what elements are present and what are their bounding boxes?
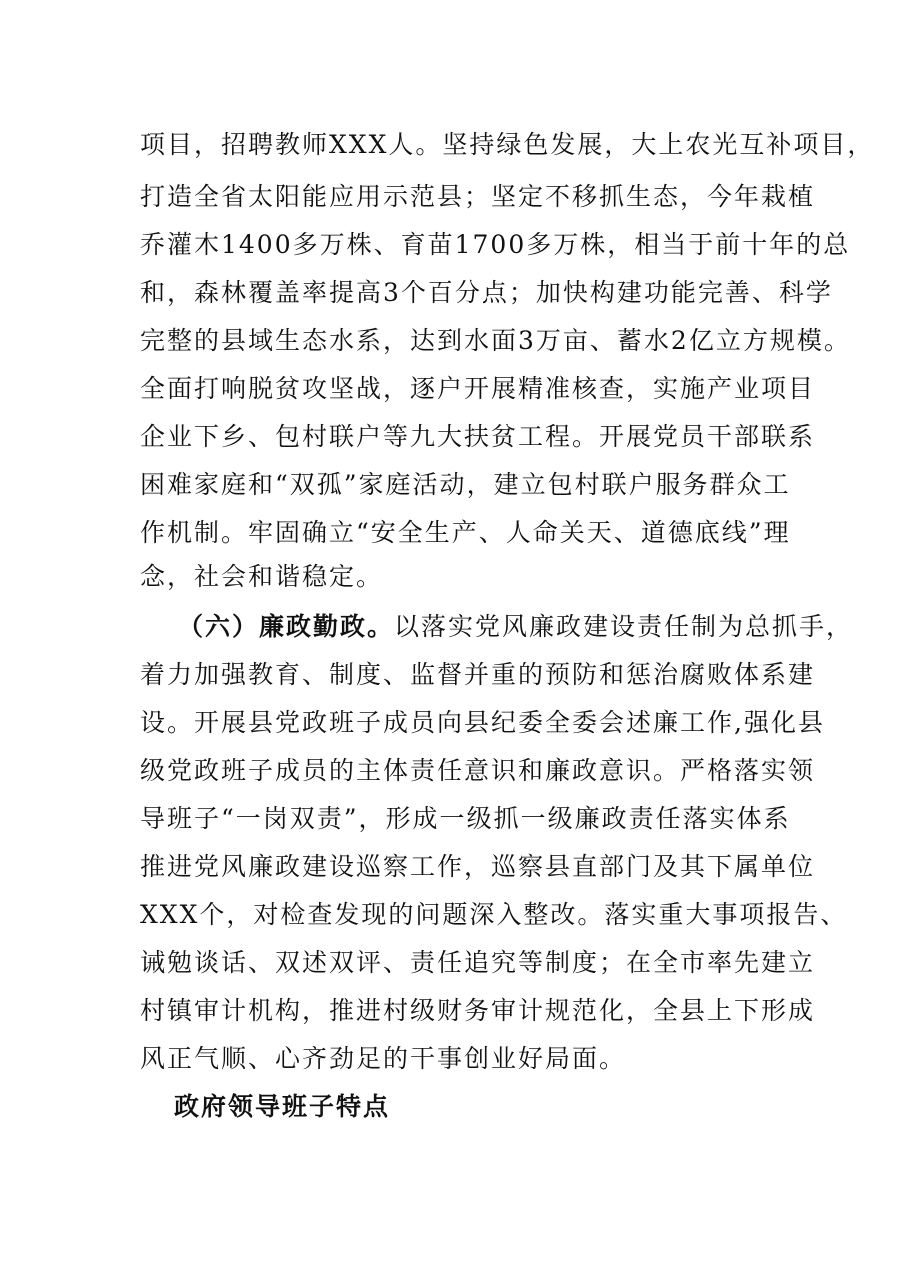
paragraph-line: 乔灌木1400多万株、育苗1700多万株，相当于前十年的总 [140, 230, 851, 259]
paragraph-line: 和，森林覆盖率提高3个百分点；加快构建功能完善、科学 [140, 278, 833, 307]
section-lead-line [178, 611, 854, 643]
paragraph-line: 级党政班子成员的主体责任意识和廉政意识。严格落实领 [140, 756, 816, 785]
paragraph-line: 企业下乡、包村联户等九大扶贫工程。开展党员干部联系 [140, 422, 816, 451]
paragraph-line: 困难家庭和“双孤”家庭活动，建立包村联户服务群众工 [140, 470, 791, 499]
paragraph-line: XXX个，对检查发现的问题深入整改。落实重大事项报告、 [140, 900, 848, 929]
paragraph-line: 作机制。牢固确立“安全生产、人命关天、道德底线”理 [140, 518, 791, 547]
paragraph-line: 导班子“一岗双责”，形成一级抓一级廉政责任落实体系 [140, 804, 791, 833]
paragraph-line: 推进党风廉政建设巡察工作，巡察县直部门及其下属单位 [140, 852, 816, 881]
paragraph-line: 念，社会和谐稳定。 [140, 562, 384, 591]
section-title: （六）廉政勤政。 [178, 612, 395, 641]
section-lead-text: 以落实党风廉政建设责任制为总抓手， [394, 612, 854, 641]
paragraph-line: 着力加强教育、制度、监督并重的预防和惩治腐败体系建 [140, 660, 816, 689]
paragraph-line: 设。开展县党政班子成员向县纪委全委会述廉工作,强化县 [140, 708, 825, 737]
paragraph-line: 风正气顺、心齐劲足的干事创业好局面。 [140, 1044, 627, 1073]
paragraph-line: 诫勉谈话、双述双评、责任追究等制度；在全市率先建立 [140, 948, 816, 977]
paragraph-line: 全面打响脱贫攻坚战，逐户开展精准核查，实施产业项目 [140, 374, 816, 403]
section-heading: 政府领导班子特点 [174, 1092, 391, 1121]
paragraph-line: 项目，招聘教师XXX人。坚持绿色发展，大上农光互补项目， [140, 130, 875, 159]
paragraph-line: 村镇审计机构，推进村级财务审计规范化，全县上下形成 [140, 996, 816, 1025]
paragraph-line: 打造全省太阳能应用示范县；坚定不移抓生态，今年栽植 [140, 182, 816, 211]
paragraph-line: 完整的县域生态水系，达到水面3万亩、蓄水2亿立方规模。 [140, 326, 851, 355]
